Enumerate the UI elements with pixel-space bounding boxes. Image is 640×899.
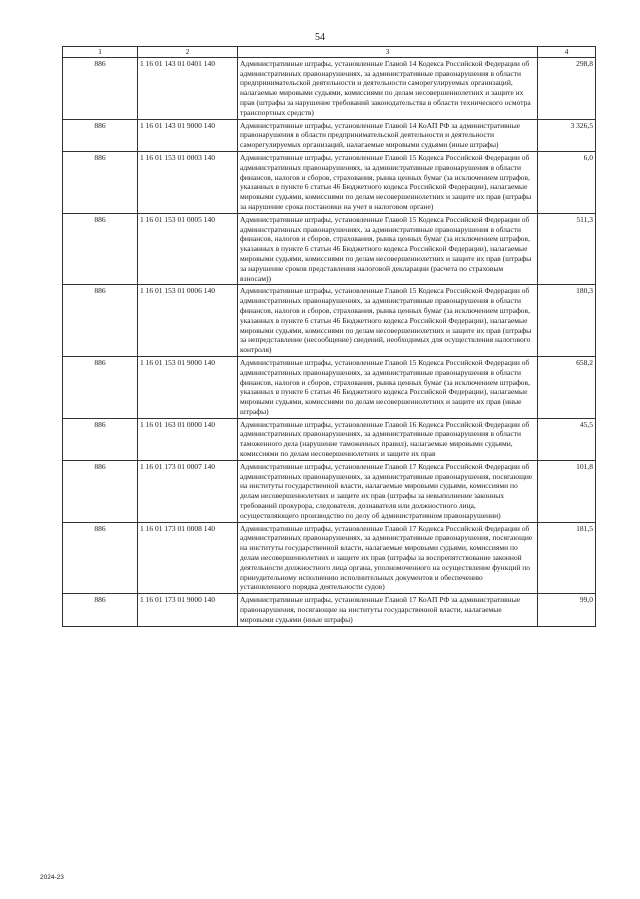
admin-code-cell: 886	[63, 119, 138, 151]
column-number-1: 1	[63, 47, 138, 58]
revenue-name-cell: Административные штрафы, установленные Главой 17 КоАП РФ за административные правонарушения, посягающие на институты государственной власти, налагаемые мировыми судьями (иные штрафы)	[238, 594, 538, 626]
amount-cell: 511,3	[538, 213, 596, 285]
revenue-name-cell: Административные штрафы, установленные Главой 15 Кодекса Российской Федерации об административных правонарушениях, за административные правонарушения в области финансов, налогов и сборов, страхования, рынка ценных бумаг (за исключением штрафов, указанных в пункте 6 статьи 46 Бюджетного кодекса Российской Федерации), налагаемые мировыми судьями, комиссиями по делам несовершеннолетних и защите их прав (штрафы за нарушение сроков представления налоговой декларации (расчета по страховым взносам))	[238, 213, 538, 285]
budget-code-cell: 1 16 01 153 01 0005 140	[138, 213, 238, 285]
revenue-name-cell: Административные штрафы, установленные Главой 15 Кодекса Российской Федерации об административных правонарушениях, за административные правонарушения в области финансов, налогов и сборов, страхования, рынка ценных бумаг (за исключением штрафов, указанных в пункте 6 статьи 46 Бюджетного кодекса Российской Федерации), налагаемые мировыми судьями, комиссиями по делам несовершеннолетних и защите их прав (иные штрафы)	[238, 356, 538, 418]
amount-cell: 101,8	[538, 460, 596, 522]
budget-code-cell: 1 16 01 153 01 9000 140	[138, 356, 238, 418]
page-number: 54	[315, 32, 325, 43]
amount-cell: 180,3	[538, 285, 596, 357]
budget-code-cell: 1 16 01 153 01 0003 140	[138, 151, 238, 213]
table-row	[63, 356, 596, 418]
amount-cell: 45,5	[538, 418, 596, 460]
amount-cell: 6,0	[538, 151, 596, 213]
column-number-2: 2	[138, 47, 238, 58]
revenue-name-cell: Административные штрафы, установленные Главой 14 Кодекса Российской Федерации об административных правонарушениях, за административные правонарушения в области предпринимательской деятельности и деятельности саморегулируемых организаций, налагаемые мировыми судьями, комиссиями по делам несовершеннолетних и защите их прав (штрафы за нарушение требований законодательства в области технического осмотра транспортных средств)	[238, 57, 538, 119]
admin-code-cell: 886	[63, 460, 138, 522]
amount-cell: 298,8	[538, 57, 596, 119]
admin-code-cell: 886	[63, 522, 138, 594]
revenue-name-cell: Административные штрафы, установленные Главой 14 КоАП РФ за административные правонарушения в области предпринимательской деятельности и деятельности саморегулируемых организаций, налагаемые мировыми судьями (иные штрафы)	[238, 119, 538, 151]
admin-code-cell: 886	[63, 57, 138, 119]
document-footer-code: 2024-23	[40, 874, 64, 881]
budget-code-cell: 1 16 01 173 01 0007 140	[138, 460, 238, 522]
column-number-3: 3	[238, 47, 538, 58]
admin-code-cell: 886	[63, 285, 138, 357]
table-row	[63, 418, 596, 460]
budget-code-cell: 1 16 01 153 01 0006 140	[138, 285, 238, 357]
column-number-4: 4	[538, 47, 596, 58]
amount-cell: 3 326,5	[538, 119, 596, 151]
revenue-name-cell: Административные штрафы, установленные Главой 15 Кодекса Российской Федерации об административных правонарушениях, за административные правонарушения в области финансов, налогов и сборов, страхования, рынка ценных бумаг (за исключением штрафов, указанных в пункте 6 статьи 46 Бюджетного кодекса Российской Федерации), налагаемые мировыми судьями, комиссиями по делам несовершеннолетних и защите их прав (штрафы за непредставление (несообщение) сведений, необходимых для осуществления налогового контроля)	[238, 285, 538, 357]
table-row	[63, 119, 596, 151]
admin-code-cell: 886	[63, 418, 138, 460]
amount-cell: 181,5	[538, 522, 596, 594]
budget-code-cell: 1 16 01 173 01 9000 140	[138, 594, 238, 626]
admin-code-cell: 886	[63, 151, 138, 213]
table-row	[63, 57, 596, 119]
table-row	[63, 460, 596, 522]
table-row	[63, 522, 596, 594]
admin-code-cell: 886	[63, 213, 138, 285]
amount-cell: 658,2	[538, 356, 596, 418]
table-row	[63, 213, 596, 285]
budget-code-cell: 1 16 01 173 01 0008 140	[138, 522, 238, 594]
budget-code-cell: 1 16 01 143 01 9000 140	[138, 119, 238, 151]
table-row	[63, 594, 596, 626]
revenue-name-cell: Административные штрафы, установленные Главой 16 Кодекса Российской Федерации об административных правонарушениях, за административные правонарушения в области таможенного дела (нарушение таможенных правил), налагаемые мировыми судьями, комиссиями по делам несовершеннолетних и защите их прав	[238, 418, 538, 460]
column-number-row	[63, 47, 596, 58]
table-row	[63, 151, 596, 213]
budget-code-cell: 1 16 01 143 01 0401 140	[138, 57, 238, 119]
admin-code-cell: 886	[63, 594, 138, 626]
table-row	[63, 285, 596, 357]
revenue-name-cell: Административные штрафы, установленные Главой 15 Кодекса Российской Федерации об административных правонарушениях, за административные правонарушения в области финансов, налогов и сборов, страхования, рынка ценных бумаг (за исключением штрафов, указанных в пункте 6 статьи 46 Бюджетного кодекса Российской Федерации), налагаемые мировыми судьями, комиссиями по делам несовершеннолетних и защите их прав (штрафы за нарушение срока постановки на учет в налоговом органе)	[238, 151, 538, 213]
budget-code-cell: 1 16 01 163 01 0000 140	[138, 418, 238, 460]
revenue-name-cell: Административные штрафы, установленные Главой 17 Кодекса Российской Федерации об административных правонарушениях, за административные правонарушения, посягающие на институты государственной власти, налагаемые мировыми судьями, комиссиями по делам несовершеннолетних и защите их прав (штрафы за невыполнение законных требований прокурора, следователя, дознавателя или должностного лица, осуществляющего производство по делу об административном правонарушении)	[238, 460, 538, 522]
amount-cell: 99,0	[538, 594, 596, 626]
budget-revenue-table	[62, 46, 596, 627]
admin-code-cell: 886	[63, 356, 138, 418]
revenue-name-cell: Административные штрафы, установленные Главой 17 Кодекса Российской Федерации об административных правонарушениях, за административные правонарушения, посягающие на институты государственной власти, налагаемые мировыми судьями, комиссиями по делам несовершеннолетних и защите их прав (штрафы за воспрепятствование законной деятельности должностного лица органа, уполномоченного на осуществление функций по принудительному исполнению исполнительных документов и обеспечению установленного порядка деятельности судов)	[238, 522, 538, 594]
